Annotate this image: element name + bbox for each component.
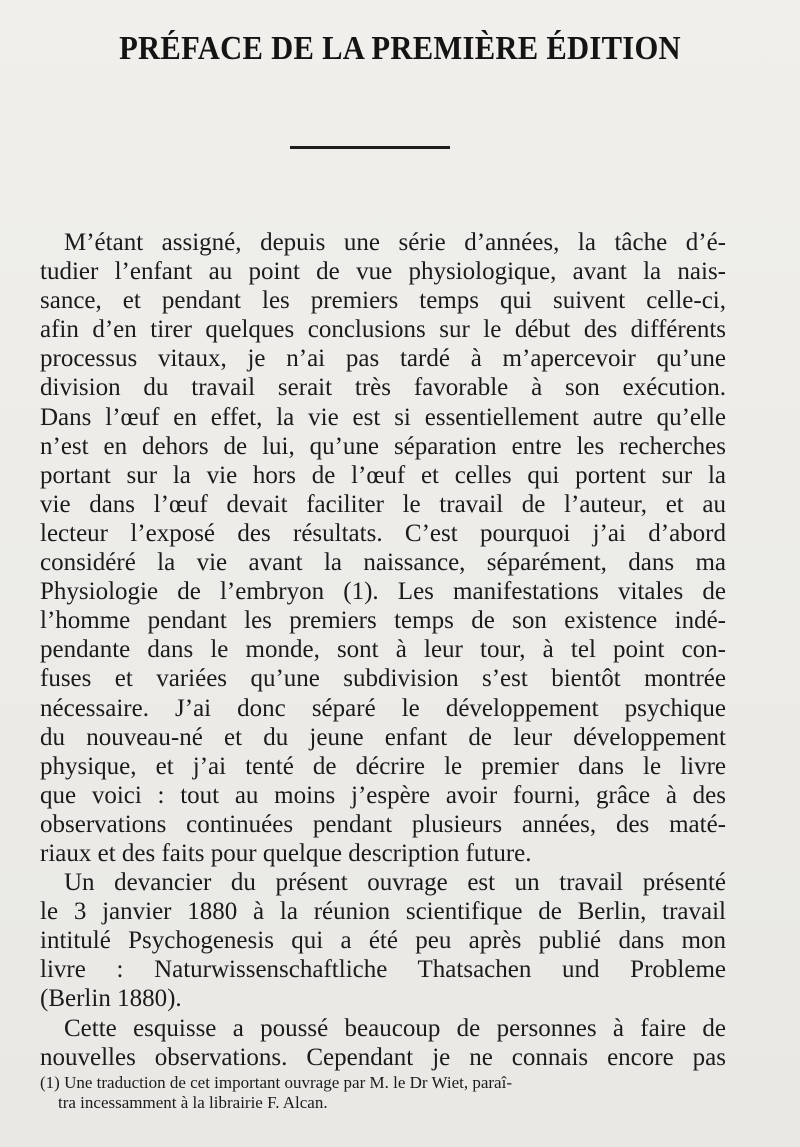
paragraph-1	[40, 228, 726, 868]
text-line: lecteur l’exposé des résultats. C’est pourquoi j’ai d’abord	[40, 519, 726, 547]
text-line: Dans l’œuf en effet, la vie est si essentiellement autre qu’elle	[40, 403, 726, 431]
paragraph-3	[40, 1014, 726, 1072]
text-line: riaux et des faits pour quelque description future.	[40, 839, 532, 867]
text-line: Cette esquisse a poussé beaucoup de personnes à faire de	[64, 1014, 726, 1042]
text-line: division du travail serait très favorable à son exécution.	[40, 374, 726, 402]
footnote-line: tra incessamment à la librairie F. Alcan.	[58, 1093, 328, 1112]
text-line: physique, et j’ai tenté de décrire le premier dans le livre	[40, 752, 726, 780]
text-line: intitulé Psychogenesis qui a été peu après publié dans mon	[40, 927, 726, 955]
footnote	[40, 1073, 726, 1113]
text-line: le 3 janvier 1880 à la réunion scientifique de Berlin, travail	[40, 898, 726, 926]
text-line: pendante dans le monde, sont à leur tour, à tel point con-	[40, 636, 726, 664]
text-line: fuses et variées qu’une subdivision s’est bientôt montrée	[40, 665, 726, 693]
text-line: vie dans l’œuf devait faciliter le travail de l’auteur, et au	[40, 490, 726, 518]
body-text	[40, 228, 726, 1072]
text-line: considéré la vie avant la naissance, séparément, dans ma	[40, 549, 726, 577]
text-line: livre : Naturwissenschaftliche Thatsachen und Probleme	[40, 956, 726, 984]
text-line: observations continuées pendant plusieurs années, des maté-	[40, 810, 726, 838]
text-line: portant sur la vie hors de l’œuf et celles qui portent sur la	[40, 461, 726, 489]
text-line: sance, et pendant les premiers temps qui suivent celle-ci,	[40, 287, 726, 315]
text-line: n’est en dehors de lui, qu’une séparation entre les recherches	[40, 432, 726, 460]
text-line: l’homme pendant les premiers temps de son existence indé-	[40, 607, 726, 635]
text-line: que voici : tout au moins j’espère avoir fourni, grâce à des	[40, 781, 726, 809]
text-line: du nouveau-né et du jeune enfant de leur développement	[40, 723, 726, 751]
text-line: nouvelles observations. Cependant je ne connais encore pas	[40, 1043, 726, 1071]
page-title: PRÉFACE DE LA PREMIÈRE ÉDITION	[119, 30, 681, 67]
footnote-line: (1) Une traduction de cet important ouvrage par M. le Dr Wiet, paraî-	[40, 1073, 512, 1092]
paragraph-2	[40, 868, 726, 1013]
text-line: Physiologie de l’embryon (1). Les manifestations vitales de	[40, 578, 726, 606]
text-line: M’étant assigné, depuis une série d’années, la tâche d’é-	[64, 229, 726, 256]
text-line: nécessaire. J’ai donc séparé le développement psychique	[40, 694, 726, 722]
text-line: Un devancier du présent ouvrage est un travail présenté	[64, 869, 726, 897]
text-line: afin d’en tirer quelques conclusions sur le début des différents	[40, 316, 726, 344]
title-divider	[290, 146, 450, 149]
text-line: (Berlin 1880).	[40, 985, 182, 1013]
text-line: tudier l’enfant au point de vue physiologique, avant la nais-	[40, 258, 726, 286]
text-line: processus vitaux, je n’ai pas tardé à m’apercevoir qu’une	[40, 345, 726, 373]
